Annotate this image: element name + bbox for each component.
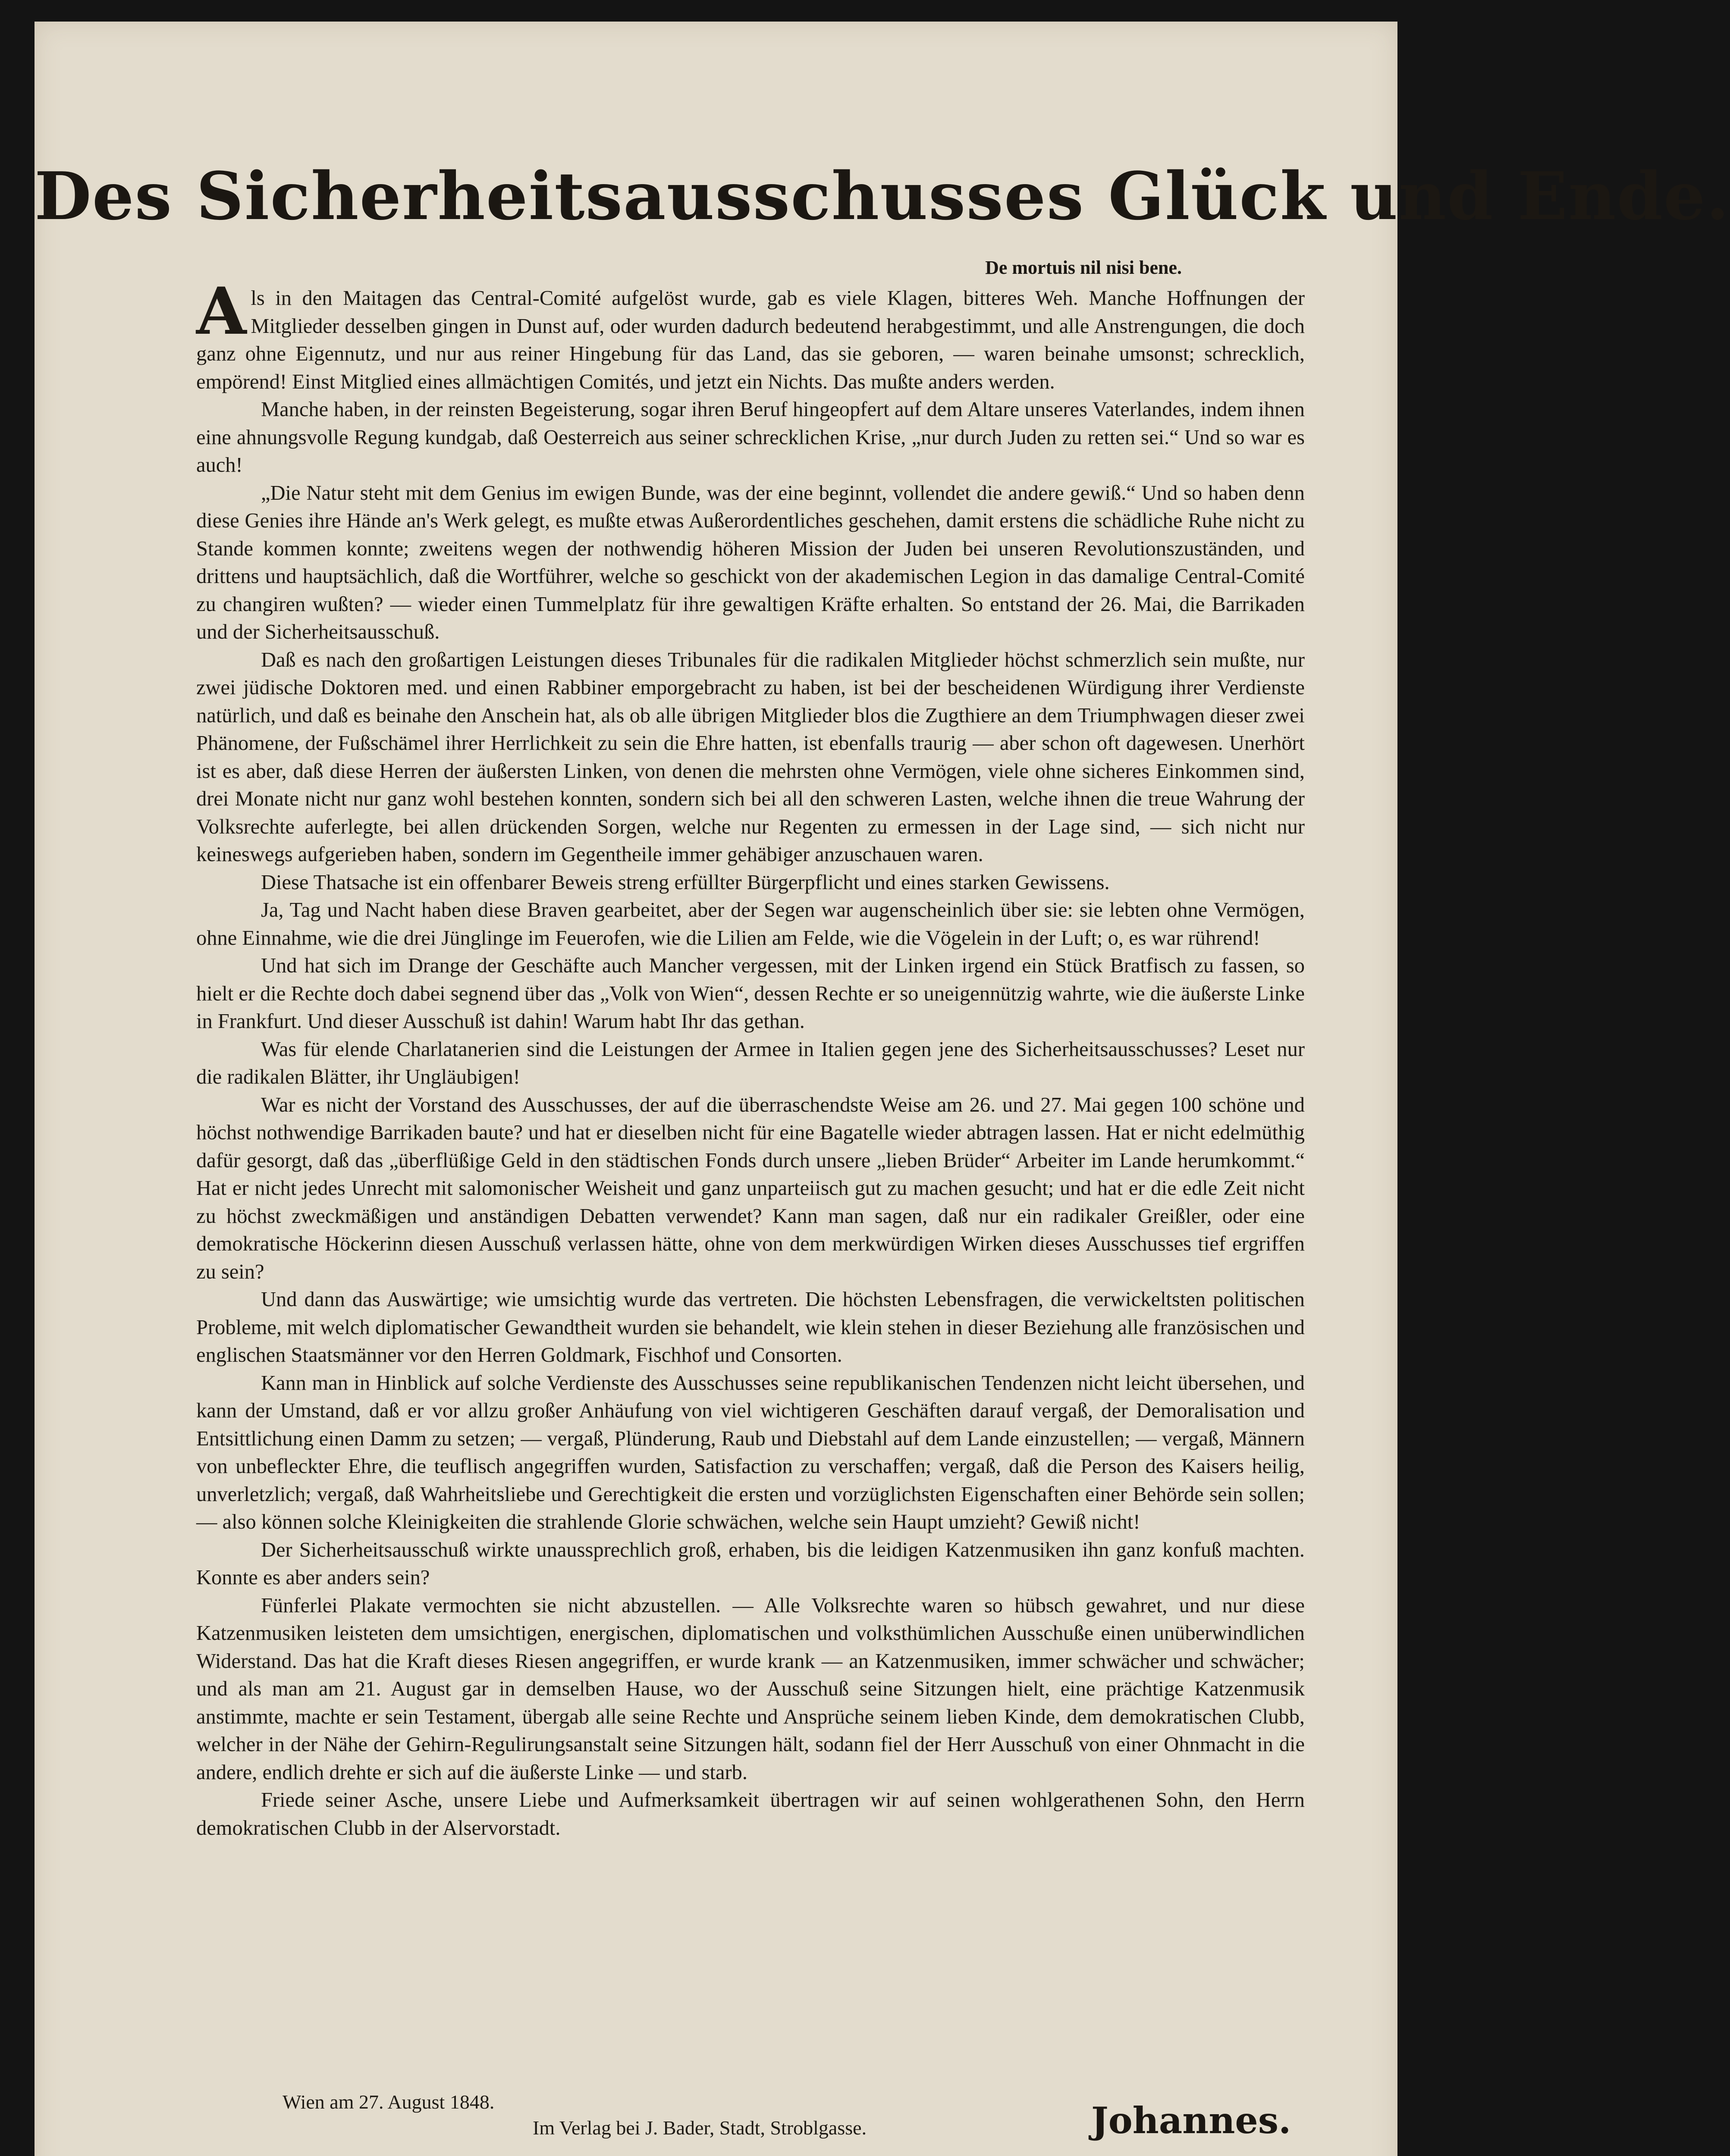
paragraph: War es nicht der Vorstand des Ausschusses, der auf die überraschendste Weise am 26. und 27. Mai gegen 100 schöne und höchst nothwendige Barrikaden baute? und hat er dieselben nicht für eine Bagatelle wieder abtragen lassen. Hat er nicht edelmüthig dafür gesorgt, daß das „überflüßige Geld in den städtischen Fonds durch unsere „lieben Brüder“ Arbeiter im Lande herumkommt.“ Hat er nicht jedes Unrecht mit salomonischer Weisheit und ganz unparteiisch gut zu machen gesucht; und hat er die edle Zeit nicht zu höchst zweckmäßigen und anständigen Debatten verwendet? Kann man sagen, daß nur ein radikaler Greißler, oder eine demokratische Höckerinn diesen Ausschuß verlassen hätte, ohne von dem merkwürdigen Wirken dieses Ausschusses tief ergriffen zu sein? [196, 1093, 1305, 1283]
paragraph: Manche haben, in der reinsten Begeisterung, sogar ihren Beruf hingeopfert auf dem Altare unseres Vaterlandes, indem ihnen eine ahnungsvolle Regung kundgab, daß Oesterreich aus seiner schrecklichen Krise, „nur durch Juden zu retten sei.“ Und so war es auch! [196, 398, 1305, 476]
paragraph: Fünferlei Plakate vermochten sie nicht abzustellen. — Alle Volksrechte waren so hübsch gewahret, und nur diese Katzenmusiken leisteten dem umsichtigen, energischen, diplomatischen und volksthümlichen Ausschuße einen unüberwindlichen Widerstand. Das hat die Kraft dieses Riesen angegriffen, er wurde krank — an Katzenmusiken, immer schwächer und schwächer; und als man am 21. August gar in demselben Hause, wo der Ausschuß seine Sitzungen hielt, eine prächtige Katzenmusik anstimmte, machte er sein Testament, übergab alle seine Rechte und Ansprüche seinem lieben Kinde, dem demokratischen Clubb, welcher in der Nähe der Gehirn-Regulirungsanstalt seine Sitzungen hält, sodann fiel der Herr Ausschuß von einer Ohnmacht in die andere, endlich drehte er sich auf die äußerste Linke — und starb. [196, 1594, 1305, 1784]
paragraph: Diese Thatsache ist ein offenbarer Beweis streng erfüllter Bürgerpflicht und eines starken Gewissens. [261, 871, 1110, 894]
publisher-line: Im Verlag bei J. Bader, Stadt, Stroblgasse. [533, 2117, 867, 2139]
paragraph: Friede seiner Asche, unsere Liebe und Aufmerksamkeit übertragen wir auf seinen wohlgerathenen Sohn, den Herrn demokratischen Clubb in der Alservorstadt. [196, 1789, 1305, 1839]
body-text [196, 273, 1305, 1842]
paragraph: Der Sicherheitsausschuß wirkte unaussprechlich groß, erhaben, bis die leidigen Katzenmusiken ihn ganz konfuß machten. Konnte es aber anders sein? [196, 1538, 1305, 1589]
poster-sheet [35, 22, 1730, 2156]
paragraph: Kann man in Hinblick auf solche Verdienste des Ausschusses seine republikanischen Tendenzen nicht leicht übersehen, und kann der Umstand, daß er vor allzu großer Anhäufung von viel wichtigeren Geschäften darauf vergaß, der Demoralisation und Entsittlichung einen Damm zu setzen; — vergaß, Plünderung, Raub und Diebstahl auf dem Lande einzustellen; — vergaß, Männern von unbefleckter Ehre, die teuflisch angegriffen wurden, Satisfaction zu verschaffen; vergaß, daß die Person des Kaisers heilig, unverletzlich; vergaß, daß Wahrheitsliebe und Gerechtigkeit die ersten und vorzüglichsten Eigenschaften einer Behörde sein sollen; — also können solche Kleinigkeiten die strahlende Glorie schwächen, welche sein Haupt umzieht? Gewiß nicht! [196, 1371, 1305, 1533]
poster-title: Des Sicherheitsausschusses Glück und Ende. [35, 157, 1730, 235]
motto: De mortuis nil nisi bene. [985, 257, 1182, 278]
paragraph: Und dann das Auswärtige; wie umsichtig wurde das vertreten. Die höchsten Lebensfragen, die verwickeltsten politischen Probleme, mit welch diplomatischer Gewandtheit wurden sie behandelt, wie klein stehen in dieser Beziehung alle französischen und englischen Staatsmänner vor den Herren Goldmark, Fischhof und Consorten. [196, 1288, 1305, 1366]
paragraph: Was für elende Charlatanerien sind die Leistungen der Armee in Italien gegen jene des Sicherheitsausschusses? Leset nur die radikalen Blätter, ihr Ungläubigen! [196, 1037, 1305, 1088]
paragraph: „Die Natur steht mit dem Genius im ewigen Bunde, was der eine beginnt, vollendet die andere gewiß.“ Und so haben denn diese Genies ihre Hände an's Werk gelegt, es mußte etwas Außerordentliches geschehen, damit erstens die schädliche Ruhe nicht zu Stande kommen konnte; zweitens wegen der nothwendig höheren Mission der Juden bei unseren Revolutionszuständen, und drittens und hauptsächlich, daß die Wortführer, welche so geschickt von der akademischen Legion in das damalige Central-Comité zu changiren wußten? — wieder einen Tummelplatz für ihre gewaltigen Kräfte erhalten. So entstand der 26. Mai, die Barrikaden und der Sicherheitsausschuß. [196, 481, 1305, 643]
paragraph: Daß es nach den großartigen Leistungen dieses Tribunales für die radikalen Mitglieder höchst schmerzlich sein mußte, nur zwei jüdische Doktoren med. und einen Rabbiner emporgebracht zu haben, ist bei der bescheidenen Würdigung ihrer Verdienste natürlich, und daß es beinahe den Anschein hat, als ob alle übrigen Mitglieder blos die Zugthiere an dem Triumphwagen dieser zwei Phänomene, der Fußschämel ihrer Herrlichkeit zu sein die Ehre hatten, ist ebenfalls traurig — aber schon oft dagewesen. Unerhört ist es aber, daß diese Herren der äußersten Linken, von denen die mehrsten ohne Vermögen, viele ohne sicheres Einkommen sind, drei Monate nicht nur ganz wohl bestehen konnten, sondern sich bei all den schweren Lasten, welche ihnen die treue Wahrung der Volksrechte auferlegte, bei allen drückenden Sorgen, welche nur Regenten zu ermessen in der Lage sind, — sich nicht nur keineswegs aufgerieben haben, sondern im Gegentheile immer gehäbiger anzuschauen waren. [196, 648, 1305, 866]
paragraph: Und hat sich im Drange der Geschäfte auch Mancher vergessen, mit der Linken irgend ein Stück Bratfisch zu fassen, so hielt er die Rechte doch dabei segnend über das „Volk von Wien“, dessen Rechte er so uneigennützig wahrte, wie die äußerste Linke in Frankfurt. Und dieser Ausschuß ist dahin! Warum habt Ihr das gethan. [196, 954, 1305, 1033]
paragraph: Ja, Tag und Nacht haben diese Braven gearbeitet, aber der Segen war augenscheinlich über sie: sie lebten ohne Vermögen, ohne Einnahme, wie die drei Jünglinge im Feuerofen, wie die Lilien am Felde, wie die Vögelein in der Luft; o, es war rührend! [196, 899, 1305, 950]
place-date: Wien am 27. August 1848. [283, 2091, 495, 2113]
drop-cap: A [196, 273, 247, 349]
signature: Johannes. [1091, 2099, 1291, 2142]
paragraph: Als in den Maitagen das Central-Comité aufgelöst wurde, gab es viele Klagen, bitteres Weh. Manche Hoffnungen der Mitglieder desselben gingen in Dunst auf, oder wurden dadurch bedeutend herabgestimmt, und alle Anstrengungen, die doch ganz ohne Eigennutz, und nur aus reiner Hingebung für das Land, das sie geboren, — waren beinahe umsonst; schrecklich, empörend! Einst Mitglied eines allmächtigen Comités, und jetzt ein Nichts. Das mußte anders werden. [196, 273, 1305, 393]
